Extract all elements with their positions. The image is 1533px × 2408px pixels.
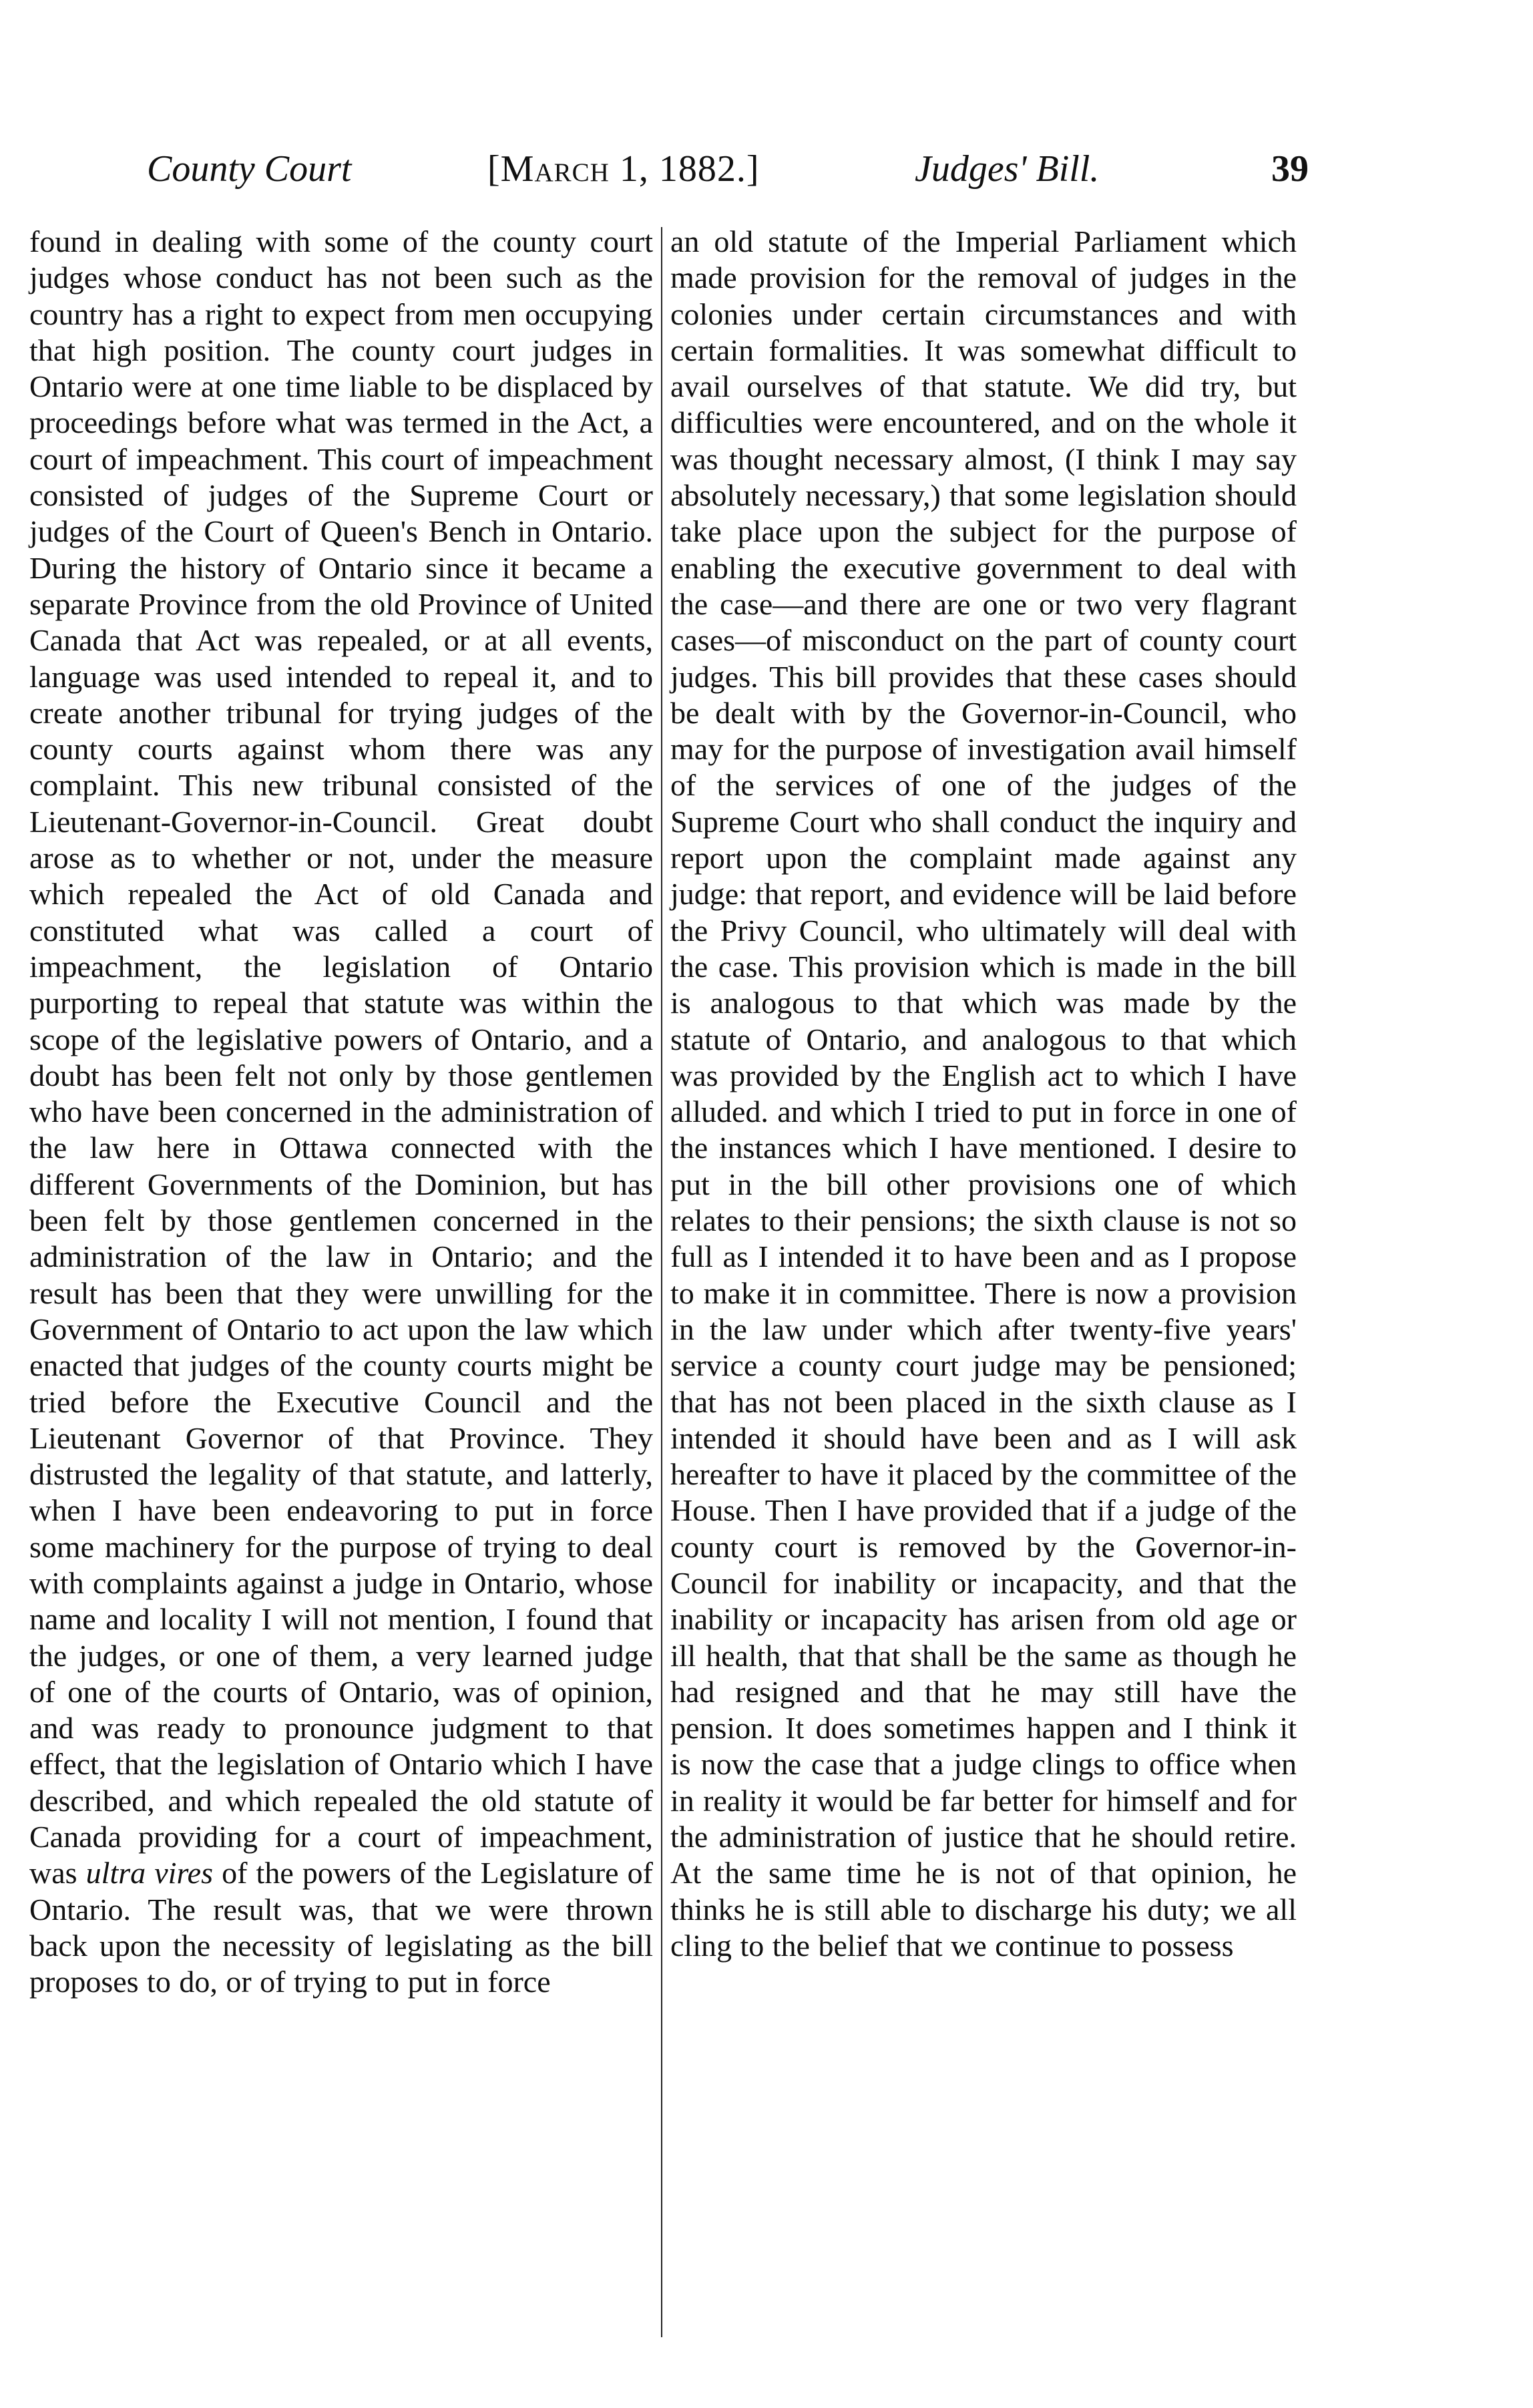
header-right-title: Judges' Bill. bbox=[915, 148, 1100, 190]
header-date bbox=[487, 139, 759, 199]
left-text-part-2: of the powers of the Legislature of Ontario. The result was, that we were thrown back upon the necessity of legislating as the bill proposes to do, or of trying to put in force bbox=[29, 1856, 653, 1999]
header-month: March bbox=[500, 148, 610, 190]
right-column bbox=[670, 224, 1297, 2347]
page-number: 39 bbox=[1271, 148, 1309, 190]
italic-phrase: ultra vires bbox=[85, 1856, 213, 1890]
header-day-year: 1, 1882.] bbox=[609, 148, 760, 190]
left-column bbox=[29, 224, 653, 2347]
right-column-paragraph: an old statute of the Imperial Parliament which made provision for the removal of judges in the colonies under certain circumstances and with certain formalities. It was somewhat difficult to avail ourselves of that statute. We did try, but difficulties were encountered, and on the whole it was thought necessary almost, (I think I may say absolutely necessary,) that some legislation should take place upon the subject for the purpose of enabling the executive government to deal with the case—and there are one or two very flagrant cases—of misconduct on the part of county court judges. This bill provides that these cases should be dealt with by the Governor-in-Council, who may for the purpose of investigation avail himself of the services of one of the judges of the Supreme Court who shall conduct the inquiry and report upon the complaint made against any judge: that report, and evidence will be laid before the Privy Council, who ultimately will deal with the case. This provision which is made in the bill is analogous to that which was made by the statute of Ontario, and analogous to that which was provided by the English act to which I have alluded. and which I tried to put in force in one of the instances which I have mentioned. I desire to put in the bill other provisions one of which relates to their pensions; the sixth clause is not so full as I intended it to have been and as I propose to make it in committee. There is now a provision in the law under which after twenty-five years' service a county court judge may be pensioned; that has not been placed in the sixth clause as I intended it should have been and as I will ask hereafter to have it placed by the committee of the House. Then I have provided that if a judge of the county court is removed by the Governor-in-Council for inability or incapacity, and that the inability or incapacity has arisen from old age or ill health, that that shall be the same as though he had resigned and that he may still have the pension. It does sometimes happen and I think it is now the case that a judge clings to office when in reality it would be far better for himself and for the administration of justice that he should retire. At the same time he is not of that opinion, he thinks he is still able to discharge his duty; we all cling to the belief that we continue to possess bbox=[670, 224, 1297, 1963]
left-text-part-1: found in dealing with some of the county court judges whose conduct has not been such as the country has a right to expect from men occupying that high position. The county court judges in Ontario were at one time liable to be displaced by proceedings before what was termed in the Act, a court of impeachment. This court of impeachment consisted of judges of the Supreme Court or judges of the Court of Queen's Bench in Ontario. During the history of Ontario since it became a separate Province from the old Province of United Canada that Act was repealed, or at all events, language was used intended to repeal it, and to create another tribunal for trying judges of the county courts against whom there was any complaint. This new tribunal consisted of the Lieutenant-Governor-in-Council. Great doubt arose as to whether or not, under the measure which repealed the Act of old Canada and constituted what was called a court of impeachment, the legislation of Ontario purporting to repeal that statute was within the scope of the legislative powers of Ontario, and a doubt has been felt not only by those gentlemen who have been concerned in the administration of the law here in Ottawa connected with the different Governments of the Dominion, but has been felt by those gentlemen concerned in the administration of the law in Ontario; and the result has been that they were unwilling for the Government of Ontario to act upon the law which enacted that judges of the county courts might be tried before the Executive Council and the Lieutenant Governor of that Province. They distrusted the legality of that statute, and latterly, when I have been endeavoring to put in force some machinery for the purpose of trying to deal with complaints against a judge in Ontario, whose name and locality I will not mention, I found that the judges, or one of them, a very learned judge of one of the courts of Ontario, was of opinion, and was ready to pronounce judgment to that effect, that the legislation of Ontario which I have described, and which repealed the old statute of Canada providing for a court of impeachment, was bbox=[29, 224, 653, 1890]
header-left-title: County Court bbox=[147, 148, 352, 190]
column-divider bbox=[661, 227, 662, 2337]
running-header bbox=[147, 139, 1309, 199]
header-bracket: [ bbox=[487, 148, 501, 190]
left-column-paragraph bbox=[29, 224, 653, 2001]
